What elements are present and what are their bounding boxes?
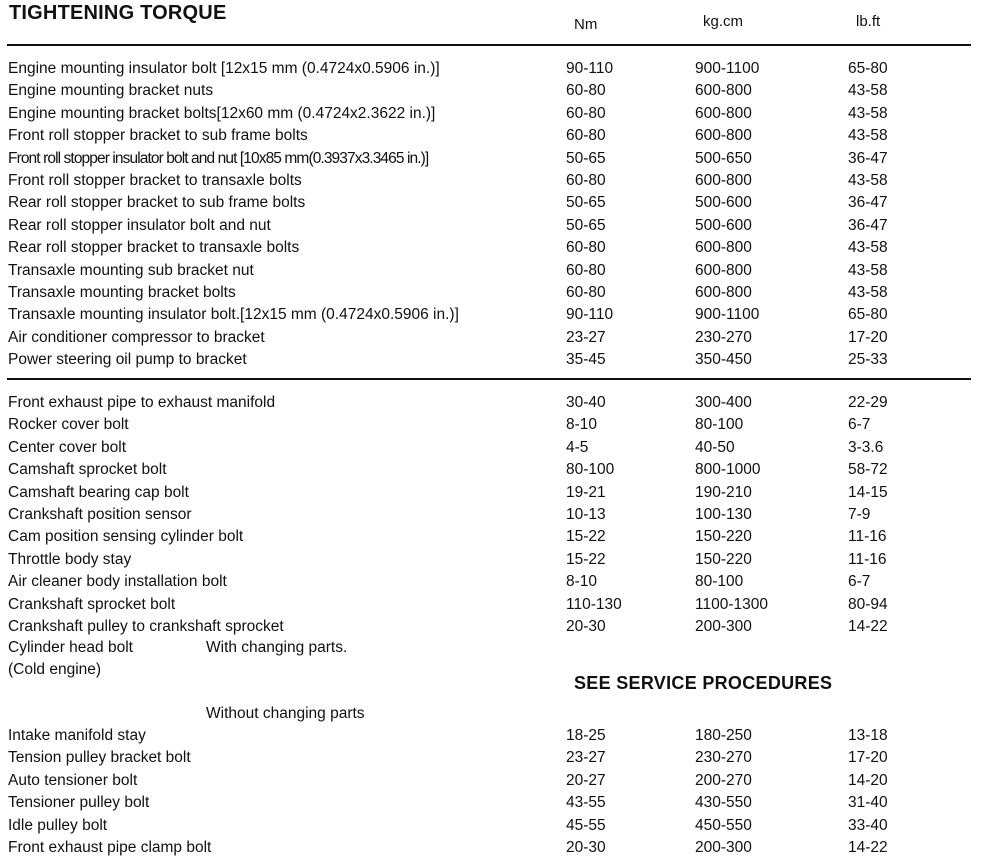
table-row — [0, 725, 992, 747]
with-changing-parts-note: With changing parts. — [206, 639, 348, 656]
torque-lbft: 43-58 — [848, 127, 888, 145]
torque-nm: 90-110 — [566, 60, 614, 77]
table-row — [0, 526, 992, 548]
torque-kgcm: 500-650 — [695, 149, 752, 167]
torque-nm: 60-80 — [566, 284, 606, 301]
part-name: Transaxle mounting sub bracket nut — [8, 261, 254, 279]
torque-lbft: 43-58 — [848, 104, 888, 122]
part-name: Engine mounting bracket nuts — [8, 82, 214, 100]
torque-lbft: 13-18 — [848, 727, 888, 744]
torque-kgcm: 600-800 — [695, 104, 752, 122]
torque-lbft: 43-58 — [848, 261, 888, 279]
torque-nm: 60-80 — [566, 127, 606, 145]
torque-kgcm: 350-450 — [695, 351, 752, 369]
torque-lbft: 80-94 — [848, 595, 888, 613]
part-name: Engine mounting bracket bolts[12x60 mm (0.4724x2.3622 in.)] — [8, 104, 436, 122]
torque-lbft: 7-9 — [848, 506, 871, 523]
torque-nm: 60-80 — [566, 172, 606, 189]
torque-lbft: 6-7 — [848, 573, 871, 591]
table-row — [0, 594, 992, 616]
torque-kgcm: 80-100 — [695, 416, 744, 434]
torque-lbft: 17-20 — [848, 328, 888, 346]
torque-lbft: 36-47 — [848, 216, 888, 234]
torque-kgcm: 500-600 — [695, 216, 752, 234]
table-row — [0, 571, 992, 593]
torque-lbft: 14-22 — [848, 618, 888, 635]
torque-lbft: 25-33 — [848, 351, 888, 369]
torque-nm: 20-27 — [566, 771, 606, 789]
torque-nm: 10-13 — [566, 506, 606, 523]
torque-lbft: 43-58 — [848, 172, 888, 189]
torque-nm: 35-45 — [566, 351, 606, 369]
without-changing-parts-note: Without changing parts — [206, 705, 365, 722]
part-name: Tension pulley bracket bolt — [8, 749, 191, 767]
header-divider — [7, 44, 971, 46]
torque-kgcm: 200-300 — [695, 839, 752, 856]
torque-nm: 20-30 — [566, 839, 606, 856]
torque-kgcm: 230-270 — [695, 328, 752, 346]
table-row — [0, 327, 992, 349]
torque-lbft: 3-3.6 — [848, 438, 884, 456]
part-name: Camshaft sprocket bolt — [8, 461, 167, 479]
torque-lbft: 31-40 — [848, 794, 888, 812]
table-row — [0, 349, 992, 371]
part-name: Cam position sensing cylinder bolt — [8, 528, 244, 546]
torque-nm: 80-100 — [566, 461, 615, 479]
part-name: Throttle body stay — [8, 550, 132, 568]
torque-lbft: 11-16 — [848, 550, 887, 568]
torque-kgcm: 180-250 — [695, 727, 752, 744]
table-row — [0, 125, 992, 147]
torque-nm: 18-25 — [566, 727, 606, 744]
table-row — [0, 58, 992, 80]
torque-kgcm: 800-1000 — [695, 461, 761, 479]
table-row — [0, 304, 992, 326]
torque-lbft: 14-15 — [848, 483, 888, 501]
part-name: Engine mounting insulator bolt [12x15 mm (0.4724x0.5906 in.)] — [8, 60, 440, 77]
torque-nm: 110-130 — [566, 595, 622, 613]
part-name: Front roll stopper bracket to sub frame bolts — [8, 127, 308, 145]
torque-nm: 20-30 — [566, 618, 606, 635]
table-row — [0, 237, 992, 259]
part-name: Crankshaft pulley to crankshaft sprocket — [8, 618, 284, 635]
table-row — [0, 616, 992, 638]
table-row — [0, 170, 992, 192]
torque-nm: 60-80 — [566, 104, 606, 122]
part-name: Air conditioner compressor to bracket — [8, 328, 265, 346]
part-name: Center cover bolt — [8, 438, 127, 456]
torque-nm: 19-21 — [566, 483, 606, 501]
torque-kgcm: 100-130 — [695, 506, 752, 523]
torque-kgcm: 450-550 — [695, 816, 752, 834]
table-row — [0, 215, 992, 237]
table-row — [0, 504, 992, 526]
part-name: Front roll stopper insulator bolt and nut [10x85 mm(0.3937x3.3465 in.)] — [8, 149, 429, 167]
torque-kgcm: 1100-1300 — [695, 595, 768, 613]
part-name: Rear roll stopper insulator bolt and nut — [8, 216, 271, 234]
torque-kgcm: 190-210 — [695, 483, 752, 501]
torque-lbft: 36-47 — [848, 194, 888, 212]
torque-kgcm: 600-800 — [695, 127, 752, 145]
part-name: Crankshaft sprocket bolt — [8, 595, 176, 613]
torque-nm: 90-110 — [566, 306, 614, 324]
torque-kgcm: 230-270 — [695, 749, 752, 767]
torque-lbft: 43-58 — [848, 284, 888, 301]
table-row — [0, 837, 992, 859]
torque-nm: 50-65 — [566, 216, 606, 234]
torque-lbft: 33-40 — [848, 816, 888, 834]
section-divider — [7, 378, 971, 380]
part-name: Air cleaner body installation bolt — [8, 573, 227, 591]
torque-lbft: 17-20 — [848, 749, 888, 767]
table-row — [0, 392, 992, 414]
torque-nm: 43-55 — [566, 794, 606, 812]
torque-kgcm: 300-400 — [695, 394, 752, 411]
torque-nm: 23-27 — [566, 749, 606, 767]
torque-lbft: 36-47 — [848, 149, 888, 167]
torque-nm: 8-10 — [566, 416, 598, 434]
torque-lbft: 58-72 — [848, 461, 888, 479]
torque-lbft: 22-29 — [848, 394, 888, 411]
column-header-nm: Nm — [574, 16, 598, 33]
torque-nm: 60-80 — [566, 82, 606, 100]
part-name: Crankshaft position sensor — [8, 506, 192, 523]
part-name: Tensioner pulley bolt — [8, 794, 150, 812]
torque-kgcm: 600-800 — [695, 284, 752, 301]
part-name: Rocker cover bolt — [8, 416, 129, 434]
torque-lbft: 14-22 — [848, 839, 888, 856]
part-name: Camshaft bearing cap bolt — [8, 483, 189, 501]
torque-lbft: 11-16 — [848, 528, 887, 546]
torque-nm: 60-80 — [566, 239, 606, 257]
torque-kgcm: 900-1100 — [695, 306, 760, 324]
torque-kgcm: 80-100 — [695, 573, 744, 591]
torque-nm: 15-22 — [566, 528, 606, 546]
torque-lbft: 65-80 — [848, 60, 888, 77]
torque-kgcm: 200-270 — [695, 771, 752, 789]
torque-kgcm: 900-1100 — [695, 60, 760, 77]
torque-kgcm: 430-550 — [695, 794, 752, 812]
part-name: Front roll stopper bracket to transaxle bolts — [8, 172, 302, 189]
column-header-kgcm: kg.cm — [703, 13, 744, 30]
torque-kgcm: 150-220 — [695, 550, 752, 568]
torque-kgcm: 600-800 — [695, 172, 752, 189]
part-name: Front exhaust pipe clamp bolt — [8, 839, 212, 856]
torque-lbft: 6-7 — [848, 416, 871, 434]
part-name: Transaxle mounting insulator bolt.[12x15 mm (0.4724x0.5906 in.)] — [8, 306, 459, 324]
torque-nm: 50-65 — [566, 149, 606, 167]
torque-nm: 30-40 — [566, 394, 606, 411]
table-row — [0, 792, 992, 814]
torque-nm: 50-65 — [566, 194, 606, 212]
torque-lbft: 43-58 — [848, 239, 888, 257]
torque-kgcm: 200-300 — [695, 618, 752, 635]
cold-engine-note: (Cold engine) — [8, 661, 102, 678]
torque-kgcm: 600-800 — [695, 82, 752, 100]
table-row — [0, 414, 992, 436]
part-name: Idle pulley bolt — [8, 816, 108, 834]
column-header-lbft: lb.ft — [856, 13, 881, 30]
part-name: Auto tensioner bolt — [8, 771, 138, 789]
table-row — [0, 260, 992, 282]
part-name: Rear roll stopper bracket to sub frame bolts — [8, 194, 306, 212]
torque-lbft: 65-80 — [848, 306, 888, 324]
torque-nm: 45-55 — [566, 816, 606, 834]
torque-kgcm: 600-800 — [695, 261, 752, 279]
table-row — [0, 103, 992, 125]
torque-nm: 4-5 — [566, 438, 589, 456]
torque-lbft: 43-58 — [848, 82, 888, 100]
torque-nm: 23-27 — [566, 328, 606, 346]
table-row — [0, 815, 992, 837]
part-name: Transaxle mounting bracket bolts — [8, 284, 236, 301]
torque-nm: 8-10 — [566, 573, 598, 591]
table-row — [0, 549, 992, 571]
cylinder-head-label: Cylinder head bolt — [8, 639, 133, 656]
table-row — [0, 192, 992, 214]
page-title: TIGHTENING TORQUE — [9, 2, 227, 24]
torque-kgcm: 500-600 — [695, 194, 752, 212]
part-name: Intake manifold stay — [8, 727, 146, 744]
table-row — [0, 282, 992, 304]
table-row — [0, 482, 992, 504]
part-name: Power steering oil pump to bracket — [8, 351, 247, 369]
torque-nm: 60-80 — [566, 261, 606, 279]
torque-lbft: 14-20 — [848, 771, 888, 789]
part-name: Rear roll stopper bracket to transaxle bolts — [8, 239, 300, 257]
table-row — [0, 80, 992, 102]
torque-kgcm: 600-800 — [695, 239, 752, 257]
table-row — [0, 437, 992, 459]
part-name: Front exhaust pipe to exhaust manifold — [8, 394, 276, 411]
torque-kgcm: 40-50 — [695, 438, 735, 456]
table-row — [0, 459, 992, 481]
table-row — [0, 148, 992, 170]
torque-nm: 15-22 — [566, 550, 606, 568]
table-row — [0, 747, 992, 769]
see-service-procedures: SEE SERVICE PROCEDURES — [574, 673, 833, 693]
table-row — [0, 770, 992, 792]
torque-kgcm: 150-220 — [695, 528, 752, 546]
